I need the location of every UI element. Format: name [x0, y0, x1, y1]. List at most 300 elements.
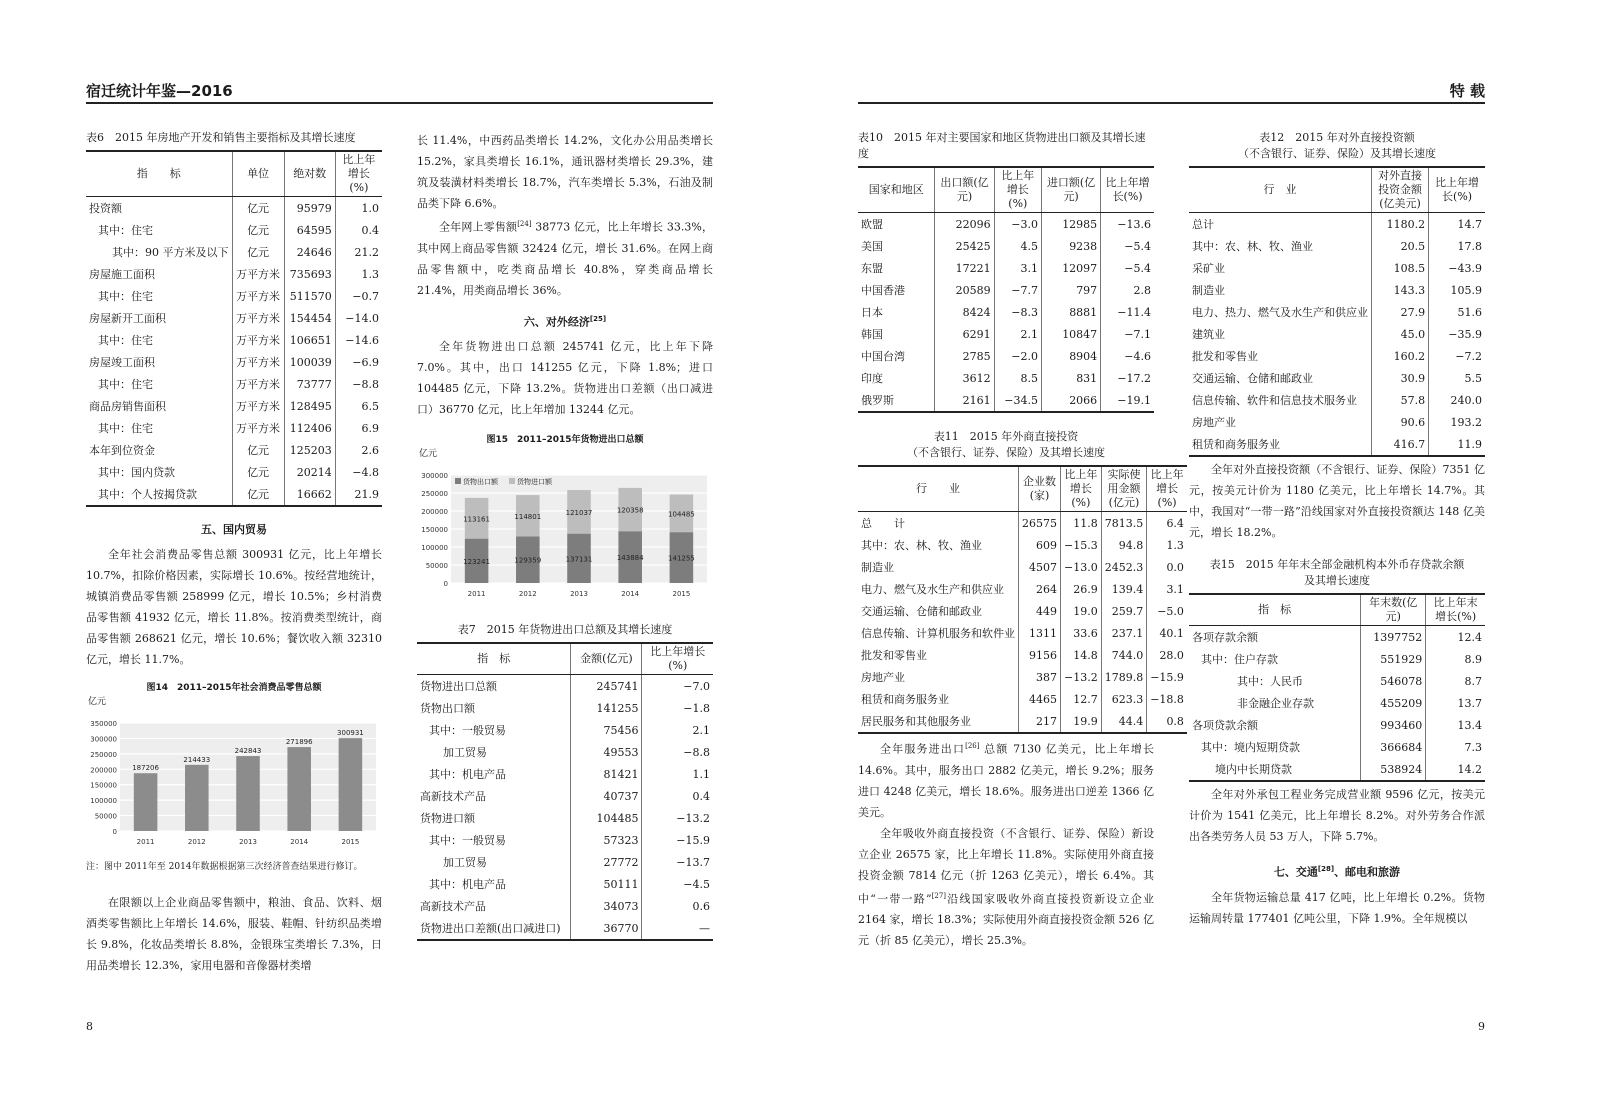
table10-cell: 中国香港	[861, 283, 905, 297]
table7-cell-label: 货物进出口总额	[420, 679, 497, 693]
table7-cell-growth: −15.9	[642, 829, 713, 851]
table7-cell-value: 49553	[571, 741, 642, 763]
table12-cell: 20.5	[1372, 235, 1429, 257]
table15-cell-growth: 8.7	[1426, 670, 1485, 692]
table11-row	[858, 534, 1187, 556]
table11-cell: 40.1	[1147, 622, 1187, 644]
chart14-xtick-label: 2014	[290, 838, 309, 846]
table7-cell-value: 50111	[571, 873, 642, 895]
footnote-26: [26]	[965, 742, 980, 750]
chart15-data-label: 129359	[514, 557, 542, 566]
col3-paragraph-1	[858, 736, 1154, 823]
table10-cell: 俄罗斯	[858, 389, 935, 412]
column-3	[858, 130, 1184, 951]
table11-cell: 9156	[1019, 644, 1061, 666]
chart15-ytick-label: 100000	[421, 544, 448, 553]
table11-cell: 449	[1019, 600, 1061, 622]
table10-cell: −8.3	[994, 301, 1041, 323]
table7-row	[417, 917, 713, 940]
chart15-ytick-label: 150000	[421, 526, 448, 535]
table15-cell-label: 其中：住户存款	[1201, 652, 1278, 666]
table15-row	[1189, 736, 1485, 758]
table6-header-cell: 单位	[232, 151, 284, 197]
table6-cell-label: 其中：个人按揭贷款	[86, 483, 232, 506]
table11-cell: 2452.3	[1101, 556, 1147, 578]
table12-cell: 14.7	[1429, 213, 1485, 236]
table10-cell: −2.0	[994, 345, 1041, 367]
table10-cell: −5.4	[1101, 235, 1154, 257]
table15-cell-growth: 13.4	[1426, 714, 1485, 736]
table12-cell: 30.9	[1372, 367, 1429, 389]
table11-cell: −5.0	[1147, 600, 1187, 622]
table6-cell-growth: −0.7	[335, 285, 382, 307]
table12-subtitle: （不含银行、证券、保险）及其增长速度	[1238, 147, 1436, 160]
table11-cell: 电力、燃气及水生产和供应业	[861, 582, 1004, 596]
table10-header-cell: 出口额(亿元)	[935, 167, 994, 213]
table7	[417, 642, 713, 941]
table12-row	[1189, 367, 1485, 389]
table11-cell: 12.7	[1061, 688, 1102, 710]
table10-row	[858, 345, 1154, 367]
col4-paragraph-1: 全年对外直接投资额（不含银行、证券、保险）7351 亿元，按美元计价为 1180 亿美元，比上年增长 14.7%。其中，我国对“一带一路”沿线国家对外直接投资额达 148 亿美元，增长 18.2%。	[1189, 463, 1485, 539]
table10-cell: 东盟	[861, 261, 883, 275]
table11-cell: 1.3	[1147, 534, 1187, 556]
chart15-ytick-label: 50000	[425, 562, 448, 571]
chart14-title: 图14 2011–2015年社会消费品零售总额	[146, 683, 322, 693]
table15-cell-label: 非金融企业存款	[1237, 696, 1314, 710]
table7-cell-value: 57323	[571, 829, 642, 851]
table11-cell: 4465	[1019, 688, 1061, 710]
table11-cell: 租赁和商务服务业	[861, 692, 949, 706]
table10-cell: 印度	[861, 371, 883, 385]
table15-row	[1189, 626, 1485, 649]
table11-cell: 237.1	[1101, 622, 1147, 644]
col3-p2-start: 全年吸收外商直接投资（不含银行、证券、保险）新设立企业 26575 家，比上年增长 11.8%。实际使用外商直接投资金额 7814 亿元（折 1263 亿美元），增长 6.4%。其中“一带一路”	[858, 826, 1154, 906]
table6-cell-unit: 万平方米	[232, 373, 284, 395]
table12-cell: 1180.2	[1372, 213, 1429, 236]
table10	[858, 166, 1154, 413]
table6-cell-unit: 亿元	[232, 461, 284, 483]
table11-cell: 28.0	[1147, 644, 1187, 666]
table11-cell: 139.4	[1101, 578, 1147, 600]
table11-cell: 交通运输、仓储和邮政业	[861, 604, 982, 618]
table6-cell-value: 735693	[284, 263, 335, 285]
table6-cell-value: 73777	[284, 373, 335, 395]
table6-cell-growth: −14.6	[335, 329, 382, 351]
table7-row	[417, 807, 713, 829]
chart15-data-label: 137131	[565, 555, 593, 564]
table6-cell-value: 112406	[284, 417, 335, 439]
table12-row	[1189, 279, 1485, 301]
table12-cell: 5.5	[1429, 367, 1485, 389]
table11-header-cell: 比上年增长(%)	[1061, 466, 1102, 512]
table10-cell: 8424	[935, 301, 994, 323]
table6-row	[86, 373, 382, 395]
chart15-xtick-label: 2012	[518, 590, 537, 599]
table12-row	[1189, 257, 1485, 279]
table11	[858, 465, 1187, 734]
table6-cell-unit: 亿元	[232, 241, 284, 263]
table15-cell-value: 546078	[1361, 670, 1426, 692]
table6-cell-value: 20214	[284, 461, 335, 483]
chart14-xtick-label: 2011	[136, 838, 155, 846]
table12-cell: 批发和零售业	[1192, 349, 1258, 363]
table11-cell: 信息传输、计算机服务和软件业	[861, 626, 1015, 640]
table7-title: 表7 2015 年货物进出口总额及其增长速度	[457, 623, 673, 637]
table7-cell-growth: −8.8	[642, 741, 713, 763]
table10-row	[858, 301, 1154, 323]
table10-cell: −4.6	[1101, 345, 1154, 367]
table7-cell-label: 其中：机电产品	[429, 767, 506, 781]
table6-cell-growth: 21.9	[335, 483, 382, 506]
chart14-bar	[236, 756, 260, 831]
table6-cell-unit: 万平方米	[232, 263, 284, 285]
table7-cell-value: 75456	[571, 719, 642, 741]
chart14-data-label: 187206	[132, 764, 159, 773]
table11-cell: 制造业	[861, 560, 894, 574]
table11-cell: 387	[1019, 666, 1061, 688]
section5-heading: 五、国内贸易	[201, 523, 267, 536]
table7-cell-label: 货物出口额	[420, 701, 475, 715]
table10-cell: 8.5	[994, 367, 1041, 389]
table7-cell-growth: 2.1	[642, 719, 713, 741]
table15-cell-value: 1397752	[1361, 626, 1426, 649]
table6-cell-value: 125203	[284, 439, 335, 461]
table11-cell: −13.2	[1061, 666, 1102, 688]
chart14-data-label: 214433	[183, 755, 211, 764]
table6	[86, 150, 382, 507]
table11-cell: 26.9	[1061, 578, 1102, 600]
table6-row	[86, 219, 382, 241]
table7-cell-label: 其中：机电产品	[429, 877, 506, 891]
table6-cell-growth: 6.9	[335, 417, 382, 439]
table10-cell: 4.5	[994, 235, 1041, 257]
table10-cell: −3.0	[994, 213, 1041, 236]
header-rule-left	[86, 102, 713, 104]
table7-cell-label: 货物进口额	[420, 811, 475, 825]
table7-cell-growth: 1.1	[642, 763, 713, 785]
table12-cell: 108.5	[1372, 257, 1429, 279]
table12-header-cell: 行 业	[1189, 167, 1372, 213]
table6-row	[86, 417, 382, 439]
section6-heading-text: 六、对外经济	[523, 315, 590, 329]
table10-cell: 17221	[935, 257, 994, 279]
col3-paragraph-2	[858, 823, 1154, 952]
table11-cell: 19.9	[1061, 710, 1102, 733]
table11-row	[858, 578, 1187, 600]
table12-cell: 193.2	[1429, 411, 1485, 433]
table11-cell: 26575	[1019, 512, 1061, 535]
table6-cell-unit: 亿元	[232, 219, 284, 241]
table10-cell: 2785	[935, 345, 994, 367]
table12-cell: 房地产业	[1192, 415, 1236, 429]
chart14-ytick-label: 350000	[90, 720, 117, 728]
table10-row	[858, 257, 1154, 279]
chart15-xtick-label: 2015	[672, 590, 691, 599]
table15-cell-growth: 13.7	[1426, 692, 1485, 714]
table12-cell: 240.0	[1429, 389, 1485, 411]
table11-title: 表11 2015 年外商直接投资	[933, 430, 1079, 443]
table6-cell-label: 房屋施工面积	[89, 267, 155, 281]
table7-cell-growth: 0.4	[642, 785, 713, 807]
table7-cell-growth: 0.6	[642, 895, 713, 917]
chart15-data-label: 120358	[616, 506, 644, 515]
section5-paragraph-1: 全年社会消费品零售总额 300931 亿元，比上年增长 10.7%，扣除价格因素，实际增长 10.6%。按经营地统计，城镇消费品零售额 258999 亿元，增长 10.5%；乡村消费品零售额 41932 亿元，增长 11.8%。按消费类型统计，商品零售额 268621 亿元，增长 10.6%；餐饮收入额 32310 亿元，增长 11.7%。	[86, 548, 382, 666]
section7-heading	[1189, 859, 1485, 883]
table15-cell-growth: 8.9	[1426, 648, 1485, 670]
table15-header-cell: 年末数(亿元)	[1361, 594, 1426, 626]
table10-cell: 2.1	[994, 323, 1041, 345]
table12-title: 表12 2015 年对外直接投资额	[1259, 131, 1415, 144]
table10-cell: −7.1	[1101, 323, 1154, 345]
table6-cell-label: 其中：住宅	[98, 289, 153, 303]
table11-cell: 33.6	[1061, 622, 1102, 644]
table6-row	[86, 483, 382, 506]
table11-cell: 44.4	[1101, 710, 1147, 733]
table6-cell-unit: 万平方米	[232, 417, 284, 439]
table11-cell: 1311	[1019, 622, 1061, 644]
table6-row	[86, 439, 382, 461]
table15-header-cell: 指 标	[1189, 594, 1361, 626]
table6-cell-unit: 万平方米	[232, 329, 284, 351]
table11-cell: 房地产业	[861, 670, 905, 684]
table10-cell: 20589	[935, 279, 994, 301]
table10-cell: 3.1	[994, 257, 1041, 279]
table12-cell: 45.0	[1372, 323, 1429, 345]
chart15-data-label: 114801	[514, 513, 542, 522]
page-number-left: 8	[86, 1020, 93, 1033]
column-2	[417, 130, 713, 941]
table7-cell-label: 高新技术产品	[420, 789, 486, 803]
table10-cell: 6291	[935, 323, 994, 345]
table7-cell-growth: —	[642, 917, 713, 940]
column-1	[86, 130, 382, 976]
table7-cell-label: 其中：一般贸易	[429, 833, 506, 847]
table6-cell-growth: 1.0	[335, 197, 382, 220]
section7-heading-a: 七、交通	[1273, 865, 1318, 879]
table10-cell: 2.8	[1101, 279, 1154, 301]
table6-cell-value: 100039	[284, 351, 335, 373]
chart15-legend-label: 货物出口额	[463, 478, 498, 487]
chart15-unit-label: 亿元	[419, 449, 438, 460]
table12-cell: 143.3	[1372, 279, 1429, 301]
table6-cell-value: 95979	[284, 197, 335, 220]
table6-cell-label: 其中：住宅	[98, 333, 153, 347]
table12-row	[1189, 323, 1485, 345]
table12-cell: 11.9	[1429, 433, 1485, 456]
chart14-bar	[339, 738, 363, 831]
table6-cell-label: 其中：住宅	[98, 421, 153, 435]
table7-cell-value: 36770	[571, 917, 642, 940]
table11-row	[858, 622, 1187, 644]
col2-paragraph-3: 全年货物进出口总额 245741 亿元，比上年下降 7.0%。其中，出口 141255 亿元，下降 1.8%；进口 104485 亿元，下降 13.2%。货物进出口差额（出口减进口）36770 亿元，比上年增加 13244 亿元。	[417, 340, 713, 417]
table6-cell-label: 其中：住宅	[98, 223, 153, 237]
table10-row	[858, 235, 1154, 257]
table6-row	[86, 285, 382, 307]
footnote-25: [25]	[589, 314, 607, 323]
table6-cell-unit: 万平方米	[232, 395, 284, 417]
table7-cell-value: 141255	[571, 697, 642, 719]
table12-row	[1189, 213, 1485, 236]
table15-cell-value: 366684	[1361, 736, 1426, 758]
table7-row	[417, 719, 713, 741]
table6-cell-label: 房屋竣工面积	[89, 355, 155, 369]
table6-cell-growth: 21.2	[335, 241, 382, 263]
footnote-28: [28]	[1317, 865, 1335, 873]
table11-row	[858, 512, 1187, 535]
chart15-data-label: 143884	[616, 554, 644, 563]
table10-cell: 2161	[935, 389, 994, 412]
section7-heading-b: 、邮电和旅游	[1334, 865, 1401, 879]
table10-cell: 25425	[935, 235, 994, 257]
chart15-title: 图15 2011–2015年货物进出口总额	[486, 435, 644, 446]
table6-row	[86, 329, 382, 351]
chart15-xtick-label: 2011	[467, 590, 486, 599]
table11-cell: 4507	[1019, 556, 1061, 578]
table12-row	[1189, 389, 1485, 411]
table10-row	[858, 389, 1154, 412]
chart14-xtick-label: 2012	[187, 838, 206, 846]
table10-cell: 8881	[1042, 301, 1101, 323]
table7-cell-value: 27772	[571, 851, 642, 873]
chart15-data-label: 121037	[565, 509, 593, 518]
table7-cell-label: 加工贸易	[443, 855, 487, 869]
table15-cell-value: 455209	[1361, 692, 1426, 714]
col2-p2-start: 全年网上零售额	[439, 220, 518, 234]
table11-cell: 94.8	[1101, 534, 1147, 556]
table11-cell: 217	[1019, 710, 1061, 733]
table10-header-cell: 比上年增长(%)	[994, 167, 1041, 213]
chart14-bar	[134, 773, 158, 831]
table12-cell: −7.2	[1429, 345, 1485, 367]
table12-cell: 17.8	[1429, 235, 1485, 257]
table7-cell-value: 245741	[571, 675, 642, 698]
table6-cell-label: 其中：住宅	[98, 377, 153, 391]
table11-cell: 3.1	[1147, 578, 1187, 600]
table12-cell: 交通运输、仓储和邮政业	[1192, 371, 1313, 385]
chart14-ytick-label: 250000	[90, 750, 117, 759]
table6-cell-label: 其中：90 平方米及以下	[112, 245, 229, 259]
table10-row	[858, 213, 1154, 236]
table10-title: 表10 2015 年对主要国家和地区货物进出口额及其增长速度	[858, 131, 1146, 160]
table7-cell-growth: −4.5	[642, 873, 713, 895]
col2-p2-end: 38773 亿元，比上年增长 33.3%，其中网上商品零售额 32424 亿元，增长 31.6%。在网上商品零售额中，吃类商品增长 40.8%，穿类商品增长 21.4%，用类商品增长 36%。	[417, 220, 714, 297]
chart14-ytick-label: 150000	[90, 781, 117, 790]
table10-cell: 831	[1042, 367, 1101, 389]
table11-cell: 批发和零售业	[861, 648, 927, 662]
table10-cell: 日本	[861, 305, 883, 319]
table6-row	[86, 395, 382, 417]
table7-cell-label: 加工贸易	[443, 745, 487, 759]
chart15-ytick-label: 0	[443, 580, 448, 589]
col2-paragraph-1: 长 11.4%，中西药品类增长 14.2%，文化办公用品类增长 15.2%，家具类增长 16.1%，通讯器材类增长 29.3%，建筑及装潢材料类增长 18.7%，汽车类增长 5.3%，石油及制品类下降 6.6%。	[417, 134, 713, 210]
table10-row	[858, 323, 1154, 345]
table12-header-cell: 比上年增长(%)	[1429, 167, 1485, 213]
table12-cell: 90.6	[1372, 411, 1429, 433]
table11-cell: 0.0	[1147, 556, 1187, 578]
table10-cell: −7.7	[994, 279, 1041, 301]
table12-row	[1189, 301, 1485, 323]
chart15-legend-swatch	[455, 478, 461, 484]
table15-cell-label: 境内中长期贷款	[1189, 758, 1361, 781]
chart15-ytick-label: 200000	[421, 508, 448, 517]
table11-cell: 0.8	[1147, 710, 1187, 733]
table10-header-cell: 国家和地区	[858, 167, 935, 213]
table12-cell: 建筑业	[1192, 327, 1225, 341]
table10-cell: 3612	[935, 367, 994, 389]
table6-row	[86, 307, 382, 329]
table7-cell-label: 其中：一般贸易	[429, 723, 506, 737]
col3-p1-end: 总额 7130 亿美元，比上年增长 14.6%。其中，服务出口 2882 亿美元，增长 9.2%；服务进口 4248 亿美元，增长 18.6%。服务进出口逆差 1366 亿美元。	[858, 742, 1155, 819]
section6-heading	[417, 309, 713, 333]
table11-cell: −13.0	[1061, 556, 1102, 578]
table7-cell-label: 高新技术产品	[420, 899, 486, 913]
table11-cell: 259.7	[1101, 600, 1147, 622]
table15-row	[1189, 670, 1485, 692]
chart15-legend-swatch	[509, 478, 515, 484]
table6-cell-unit: 万平方米	[232, 351, 284, 373]
table7-row	[417, 829, 713, 851]
table12-cell: 总计	[1192, 217, 1214, 231]
table7-row	[417, 851, 713, 873]
table6-cell-value: 154454	[284, 307, 335, 329]
table6-cell-label: 商品房销售面积	[89, 399, 166, 413]
table6-row	[86, 263, 382, 285]
table15-cell-value: 538924	[1361, 758, 1426, 781]
footnote-24: [24]	[517, 220, 532, 228]
page-number-right: 9	[1478, 1020, 1485, 1033]
table6-cell-growth: 6.5	[335, 395, 382, 417]
chart15-ytick-label: 250000	[421, 490, 448, 499]
table10-cell: 10847	[1042, 323, 1101, 345]
chart15	[417, 430, 713, 608]
table6-row	[86, 351, 382, 373]
table10-cell: −5.4	[1101, 257, 1154, 279]
table15-row	[1189, 714, 1485, 736]
table11-row	[858, 644, 1187, 666]
table15-cell-label: 其中：境内短期贷款	[1201, 740, 1300, 754]
table11-cell: 609	[1019, 534, 1061, 556]
table11-row	[858, 600, 1187, 622]
table10-cell: −34.5	[994, 389, 1041, 412]
table11-row	[858, 688, 1187, 710]
table11-cell: −15.9	[1147, 666, 1187, 688]
table11-cell: 11.8	[1061, 512, 1102, 535]
table15-cell-label: 各项贷款余额	[1192, 718, 1258, 732]
table7-row	[417, 895, 713, 917]
table12-cell: 租赁和商务服务业	[1189, 433, 1372, 456]
chart14-bar	[185, 765, 209, 831]
table11-cell: 14.8	[1061, 644, 1102, 666]
table15	[1189, 593, 1485, 782]
table6-cell-unit: 万平方米	[232, 307, 284, 329]
table6-cell-value: 106651	[284, 329, 335, 351]
column-4	[1189, 130, 1485, 929]
table7-row	[417, 697, 713, 719]
table12-row	[1189, 433, 1485, 456]
table12	[1189, 166, 1485, 457]
table6-header-cell: 绝对数	[284, 151, 335, 197]
chart14	[86, 678, 382, 856]
table7-row	[417, 741, 713, 763]
table10-cell: −11.4	[1101, 301, 1154, 323]
chart15-legend-label: 货物进口额	[517, 478, 552, 487]
table15-cell-value: 551929	[1361, 648, 1426, 670]
table6-row	[86, 461, 382, 483]
table12-cell: 采矿业	[1192, 261, 1225, 275]
col4-paragraph-3: 全年货物运输总量 417 亿吨，比上年增长 0.2%。货物运输周转量 177401 亿吨公里，下降 1.9%。全年规模以	[1189, 890, 1485, 925]
table7-cell-value: 40737	[571, 785, 642, 807]
